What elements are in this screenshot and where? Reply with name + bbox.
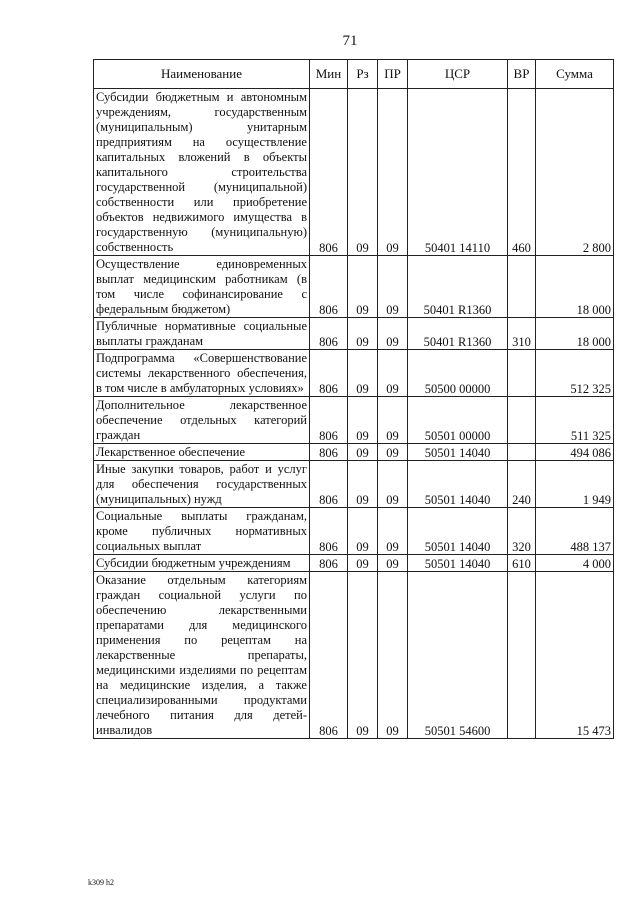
row-sum: 1 949 [536,461,614,508]
row-pr: 09 [378,89,408,256]
header-name: Наименование [94,60,310,89]
row-min: 806 [310,350,348,397]
row-min: 806 [310,555,348,572]
table-row [94,318,614,350]
row-pr: 09 [378,555,408,572]
row-name: Дополнительное лекарственное обеспечение отдельных категорий граждан [94,397,310,444]
row-rz: 09 [348,461,378,508]
row-vr: 320 [508,508,536,555]
row-sum: 511 325 [536,397,614,444]
row-name: Осуществление единовременных выплат медицинским работникам (в том числе софинансирование с федеральным бюджетом) [94,256,310,318]
row-vr [508,256,536,318]
row-sum: 2 800 [536,89,614,256]
row-pr: 09 [378,256,408,318]
row-sum: 18 000 [536,318,614,350]
row-min: 806 [310,572,348,739]
row-rz: 09 [348,350,378,397]
table-row [94,444,614,461]
row-vr [508,350,536,397]
row-min: 806 [310,461,348,508]
row-sum: 18 000 [536,256,614,318]
row-vr: 610 [508,555,536,572]
row-sum: 4 000 [536,555,614,572]
row-min: 806 [310,508,348,555]
row-pr: 09 [378,572,408,739]
row-csr: 50500 00000 [408,350,508,397]
row-name: Иные закупки товаров, работ и услуг для обеспечения государственных (муниципальных) нужд [94,461,310,508]
row-min: 806 [310,256,348,318]
table-row [94,350,614,397]
page-number: 71 [342,33,358,49]
row-name: Подпрограмма «Совершенствование системы лекарственного обеспечения, в том числе в амбулаторных условиях» [94,350,310,397]
row-pr: 09 [378,397,408,444]
row-vr [508,444,536,461]
row-rz: 09 [348,572,378,739]
header-sum: Сумма [536,60,614,89]
row-min: 806 [310,318,348,350]
row-name: Субсидии бюджетным учреждениям [94,555,310,572]
row-rz: 09 [348,256,378,318]
row-rz: 09 [348,397,378,444]
row-vr: 240 [508,461,536,508]
row-min: 806 [310,89,348,256]
footer-code: k309 h2 [88,878,114,887]
row-name: Субсидии бюджетным и автономным учреждениям, государственным (муниципальным) унитарным предприятиям на осуществление капитальных вложений в объекты капитального строительства государственной (муниципальной) собственности или приобретение объектов недвижимого имущества в государственную (муниципальную) собственность [94,89,310,256]
row-vr [508,397,536,444]
row-pr: 09 [378,461,408,508]
row-sum: 512 325 [536,350,614,397]
header-vr: ВР [508,60,536,89]
row-sum: 494 086 [536,444,614,461]
row-rz: 09 [348,508,378,555]
table-row [94,89,614,256]
row-csr: 50501 14040 [408,508,508,555]
header-csr: ЦСР [408,60,508,89]
row-csr: 50501 54600 [408,572,508,739]
row-name: Лекарственное обеспечение [94,444,310,461]
row-min: 806 [310,444,348,461]
row-pr: 09 [378,350,408,397]
row-min: 806 [310,397,348,444]
table-row [94,397,614,444]
row-vr: 310 [508,318,536,350]
row-pr: 09 [378,444,408,461]
row-pr: 09 [378,318,408,350]
header-pr: ПР [378,60,408,89]
header-rz: Рз [348,60,378,89]
row-csr: 50501 14040 [408,461,508,508]
row-csr: 50401 14110 [408,89,508,256]
table-row [94,555,614,572]
budget-table [93,59,614,739]
row-rz: 09 [348,89,378,256]
row-csr: 50501 00000 [408,397,508,444]
table-row [94,461,614,508]
row-csr: 50401 R1360 [408,256,508,318]
row-sum: 15 473 [536,572,614,739]
table-row [94,508,614,555]
row-name: Публичные нормативные социальные выплаты гражданам [94,318,310,350]
header-min: Мин [310,60,348,89]
row-sum: 488 137 [536,508,614,555]
row-vr: 460 [508,89,536,256]
table-header-row [94,60,614,89]
row-vr [508,572,536,739]
row-csr: 50501 14040 [408,555,508,572]
row-rz: 09 [348,444,378,461]
row-pr: 09 [378,508,408,555]
row-name: Оказание отдельным категориям граждан социальной услуги по обеспечению лекарственными препаратами для медицинского применения по рецептам на лекарственные препараты, медицинскими изделиями по рецептам на медицинские изделия, а также специализированными продуктами лечебного питания для детей-инвалидов [94,572,310,739]
row-csr: 50501 14040 [408,444,508,461]
table-row [94,572,614,739]
row-name: Социальные выплаты гражданам, кроме публичных нормативных социальных выплат [94,508,310,555]
table-row [94,256,614,318]
row-csr: 50401 R1360 [408,318,508,350]
row-rz: 09 [348,318,378,350]
row-rz: 09 [348,555,378,572]
